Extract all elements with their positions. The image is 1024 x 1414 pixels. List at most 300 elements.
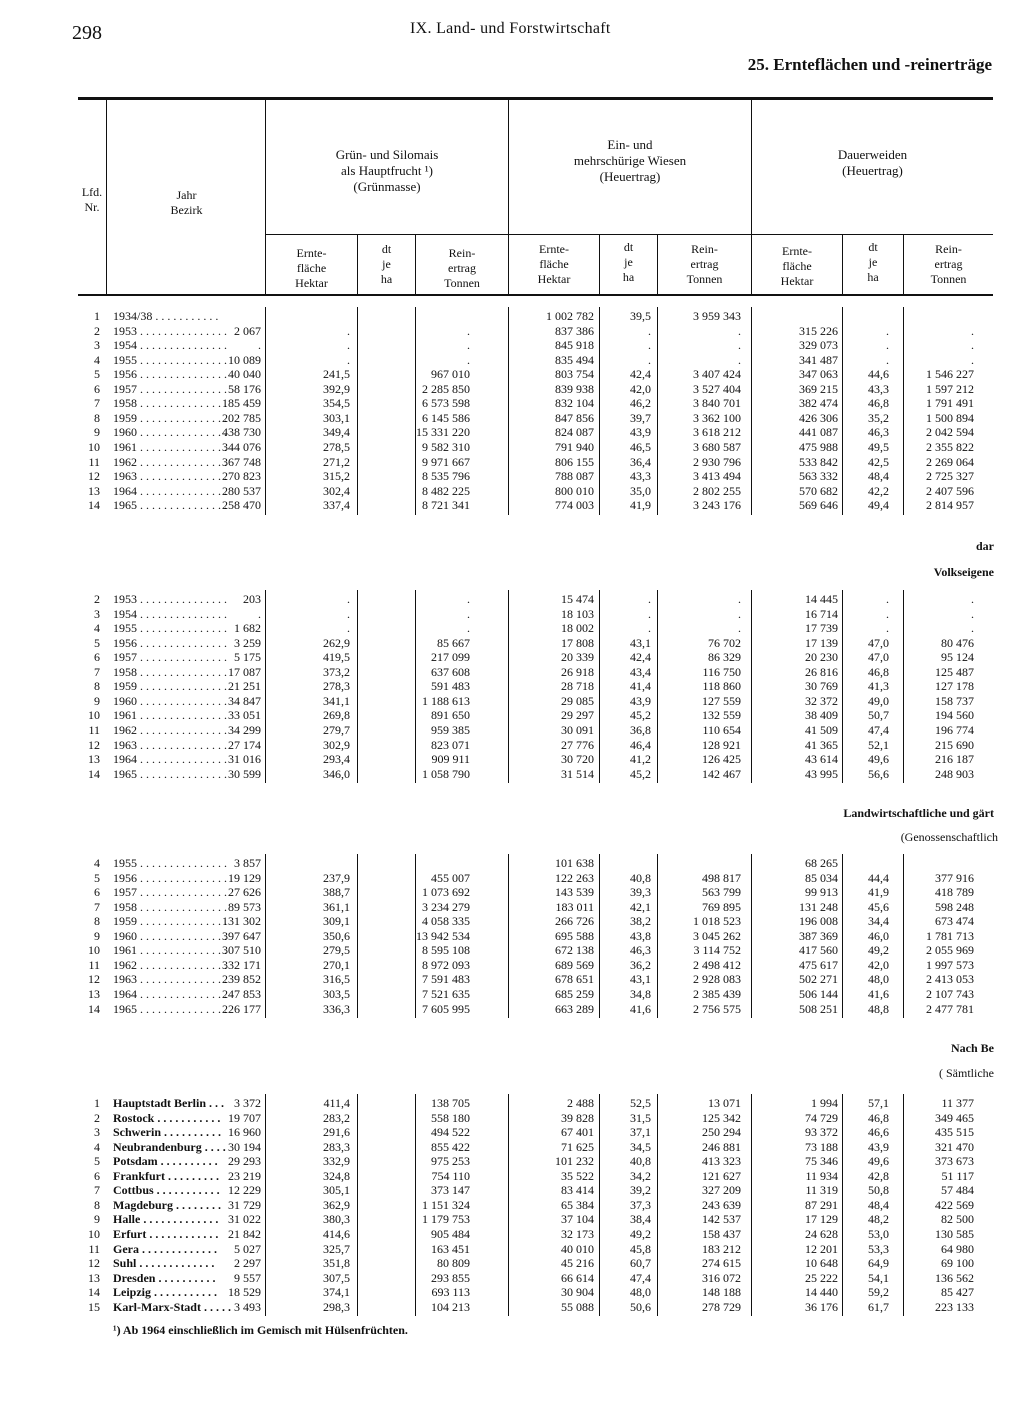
table-row [0,440,1024,454]
row-number: 4 [94,352,100,367]
cell-flaeche-weiden: 99 913 [805,885,838,900]
row-year: 1959 . . . . . . . . . . . . . . . [113,914,227,929]
row-number: 10 [88,708,100,723]
cell-ertrag-wiesen: 2 930 796 [693,454,741,469]
cell-ertrag-mais: 85 667 [437,635,470,650]
row-number: 14 [88,498,100,513]
cell-ertrag-wiesen: . [738,323,741,338]
row-number: 6 [94,1168,100,1183]
row-bezirk: Suhl . . . . . . . . . . . . . [113,1256,215,1271]
cell-flaeche-weiden: 569 646 [799,498,838,513]
cell-ertrag-wiesen: 3 959 343 [693,309,741,323]
cell-flaeche-wiesen: 29 085 [561,693,594,708]
cell-flaeche-wiesen: 695 588 [555,928,594,943]
chapter-title: IX. Land- und Forstwirtschaft [410,20,611,37]
cell-flaeche-mais: 203 [243,592,261,606]
cell-ertrag-weiden: . [971,352,974,367]
cell-ertrag-mais: 9 582 310 [422,439,470,454]
cell-ertrag-weiden: 136 562 [935,1270,974,1285]
cell-flaeche-wiesen: 832 104 [555,396,594,411]
cell-dtha-mais: 241,5 [323,367,350,382]
cell-dtha-weiden: 53,3 [868,1241,889,1256]
cell-dtha-wiesen: 41,9 [630,498,651,513]
cell-dtha-mais: 361,1 [323,899,350,914]
cell-flaeche-wiesen: 17 808 [561,635,594,650]
row-bezirk: Potsdam . . . . . . . . . . [113,1154,218,1169]
cell-flaeche-weiden: 10 648 [805,1256,838,1271]
cell-flaeche-weiden: 36 176 [805,1299,838,1314]
cell-flaeche-weiden: 387 369 [799,928,838,943]
table-row [0,382,1024,396]
cell-ertrag-wiesen: . [738,352,741,367]
cell-ertrag-mais: 373 147 [431,1183,470,1198]
cell-flaeche-weiden: 341 487 [799,352,838,367]
header-flaeche-3: Ernte- fläche Hektar [780,244,814,288]
cell-flaeche-mais: 2 297 [234,1256,261,1271]
cell-flaeche-wiesen: 1 002 782 [546,309,594,323]
cell-flaeche-weiden: 24 628 [805,1226,838,1241]
cell-ertrag-mais: . [467,338,470,353]
subheader-rule [265,234,993,235]
cell-dtha-wiesen: 43,3 [630,469,651,484]
cell-flaeche-weiden: 533 842 [799,454,838,469]
row-year: 1955 . . . . . . . . . . . . . . . [113,352,227,367]
cell-ertrag-wiesen: 246 881 [702,1139,741,1154]
cell-dtha-mais: 278,3 [323,679,350,694]
cell-ertrag-wiesen: 274 615 [702,1256,741,1271]
cell-flaeche-weiden: 570 682 [799,483,838,498]
cell-ertrag-wiesen: . [738,592,741,606]
cell-ertrag-mais: 13 942 534 [416,928,470,943]
row-number: 2 [94,592,100,606]
cell-dtha-mais: 262,9 [323,635,350,650]
cell-dtha-weiden: 50,7 [868,708,889,723]
cell-dtha-mais: 298,3 [323,1299,350,1314]
cell-dtha-mais: 325,7 [323,1241,350,1256]
cell-ertrag-mais: 7 521 635 [422,986,470,1001]
cell-ertrag-weiden: 418 789 [935,885,974,900]
cell-flaeche-wiesen: 45 216 [561,1256,594,1271]
table-row [0,1227,1024,1241]
cell-dtha-mais: . [347,606,350,621]
cell-ertrag-wiesen: 127 559 [702,693,741,708]
header-bottom-rule [78,294,993,296]
cell-flaeche-mais: 5 175 [234,650,261,665]
section-subheading-2: Volkseigene [933,565,994,579]
table-row [0,484,1024,498]
cell-ertrag-weiden: 82 500 [941,1212,974,1227]
cell-ertrag-wiesen: 2 928 083 [693,972,741,987]
cell-flaeche-mais: 307 510 [222,943,261,958]
cell-dtha-wiesen: 34,5 [630,1139,651,1154]
cell-dtha-mais: 332,9 [323,1154,350,1169]
table-row [0,1242,1024,1256]
cell-ertrag-mais: 455 007 [431,870,470,885]
row-year: 1964 . . . . . . . . . . . . . . . [113,986,227,1001]
cell-ertrag-mais: 8 721 341 [422,498,470,513]
cell-dtha-weiden: 54,1 [868,1270,889,1285]
row-number: 6 [94,381,100,396]
cell-dtha-weiden: 49,2 [868,943,889,958]
cell-dtha-mais: 419,5 [323,650,350,665]
cell-ertrag-weiden: 57 484 [941,1183,974,1198]
cell-ertrag-mais: 138 705 [431,1096,470,1110]
cell-ertrag-wiesen: 13 071 [708,1096,741,1110]
cell-dtha-wiesen: 46,3 [630,943,651,958]
cell-ertrag-weiden: 598 248 [935,899,974,914]
cell-dtha-wiesen: 45,2 [630,766,651,781]
cell-dtha-weiden: 48,4 [868,469,889,484]
row-number: 11 [88,957,100,972]
cell-flaeche-mais: 131 302 [222,914,261,929]
cell-dtha-mais: 315,2 [323,469,350,484]
row-number: 13 [88,752,100,767]
cell-ertrag-weiden: 349 465 [935,1110,974,1125]
cell-ertrag-mais: 9 971 667 [422,454,470,469]
cell-dtha-wiesen: . [648,338,651,353]
row-year: 1954 . . . . . . . . . . . . . . . [113,338,227,353]
footnote: ¹) Ab 1964 einschließlich im Gemisch mit Hülsenfrüchten. [113,1323,408,1337]
cell-ertrag-wiesen: . [738,606,741,621]
row-number: 11 [88,454,100,469]
cell-dtha-wiesen: 36,4 [630,454,651,469]
cell-flaeche-mais: 226 177 [222,1001,261,1016]
cell-flaeche-wiesen: 685 259 [555,986,594,1001]
header-lfd-nr: Lfd. Nr. [81,185,103,214]
cell-flaeche-weiden: 38 409 [805,708,838,723]
cell-ertrag-mais: 905 484 [431,1226,470,1241]
cell-dtha-wiesen: 31,5 [630,1110,651,1125]
cell-flaeche-mais: 17 087 [228,664,261,679]
cell-ertrag-mais: 6 145 586 [422,410,470,425]
cell-ertrag-wiesen: 3 413 494 [693,469,741,484]
cell-flaeche-wiesen: 39 828 [561,1110,594,1125]
row-number: 9 [94,928,100,943]
row-year: 1961 . . . . . . . . . . . . . . . [113,943,227,958]
table-row [0,621,1024,635]
cell-dtha-wiesen: 46,5 [630,439,651,454]
cell-dtha-wiesen: 46,2 [630,396,651,411]
cell-flaeche-mais: 247 853 [222,986,261,1001]
header-dtha-2: dt je ha [622,240,635,284]
row-year: 1957 . . . . . . . . . . . . . . . [113,650,227,665]
row-number: 8 [94,410,100,425]
cell-flaeche-weiden: 43 614 [805,752,838,767]
cell-flaeche-mais: 29 293 [228,1154,261,1169]
cell-dtha-wiesen: 36,8 [630,722,651,737]
cell-flaeche-mais: 33 051 [228,708,261,723]
table-row [0,665,1024,679]
cell-ertrag-mais: 909 911 [431,752,470,767]
cell-flaeche-mais: 185 459 [222,396,261,411]
cell-dtha-weiden: 53,0 [868,1226,889,1241]
cell-dtha-weiden: 46,3 [868,425,889,440]
cell-dtha-weiden: 49,4 [868,498,889,513]
cell-dtha-wiesen: 43,9 [630,693,651,708]
cell-ertrag-wiesen: 2 756 575 [693,1001,741,1016]
cell-flaeche-wiesen: 28 718 [561,679,594,694]
cell-flaeche-wiesen: 101 232 [555,1154,594,1169]
cell-dtha-weiden: 49,0 [868,693,889,708]
cell-flaeche-wiesen: 30 904 [561,1285,594,1300]
row-bezirk: Hauptstadt Berlin . . . [113,1096,225,1110]
cell-flaeche-mais: 438 730 [222,425,261,440]
cell-dtha-weiden: 56,6 [868,766,889,781]
row-year: 1958 . . . . . . . . . . . . . . . [113,899,227,914]
table-row [0,1212,1024,1226]
table-row [0,1002,1024,1016]
cell-flaeche-mais: 34 299 [228,722,261,737]
row-bezirk: Karl-Marx-Stadt . . . . . [113,1299,231,1314]
divider-nr [106,100,107,294]
cell-dtha-wiesen: 43,1 [630,972,651,987]
cell-flaeche-mais: 34 847 [228,693,261,708]
cell-flaeche-mais: 27 174 [228,737,261,752]
cell-dtha-mais: 373,2 [323,664,350,679]
cell-dtha-wiesen: 38,4 [630,1212,651,1227]
row-number: 9 [94,425,100,440]
cell-flaeche-weiden: 93 372 [805,1125,838,1140]
cell-dtha-mais: 302,9 [323,737,350,752]
row-number: 4 [94,856,100,870]
table-row [0,650,1024,664]
row-number: 9 [94,693,100,708]
cell-dtha-weiden: 35,2 [868,410,889,425]
row-year: 1954 . . . . . . . . . . . . . . . [113,606,227,621]
cell-ertrag-weiden: 95 124 [941,650,974,665]
cell-flaeche-wiesen: 839 938 [555,381,594,396]
cell-dtha-weiden: 42,5 [868,454,889,469]
cell-ertrag-wiesen: 3 114 752 [693,943,741,958]
cell-ertrag-weiden: 223 133 [935,1299,974,1314]
table-row [0,396,1024,410]
row-year: 1962 . . . . . . . . . . . . . . . [113,454,227,469]
row-year: 1960 . . . . . . . . . . . . . . . [113,693,227,708]
cell-ertrag-mais: 1 151 324 [422,1197,470,1212]
cell-flaeche-weiden: 17 739 [805,621,838,636]
row-year: 1963 . . . . . . . . . . . . . . . [113,972,227,987]
cell-flaeche-mais: 89 573 [228,899,261,914]
cell-flaeche-wiesen: 27 776 [561,737,594,752]
cell-ertrag-weiden: 2 042 594 [926,425,974,440]
cell-ertrag-mais: 2 285 850 [422,381,470,396]
cell-dtha-wiesen: 43,8 [630,928,651,943]
row-number: 1 [94,1096,100,1110]
cell-ertrag-mais: 591 483 [431,679,470,694]
cell-flaeche-mais: 1 682 [234,621,261,636]
table-row [0,738,1024,752]
row-year: 1959 . . . . . . . . . . . . . . . [113,410,227,425]
cell-ertrag-wiesen: . [738,621,741,636]
row-year: 1964 . . . . . . . . . . . . . . . [113,483,227,498]
cell-dtha-wiesen: 37,3 [630,1197,651,1212]
table-row [0,338,1024,352]
cell-ertrag-weiden: 1 597 212 [926,381,974,396]
cell-flaeche-wiesen: 26 918 [561,664,594,679]
cell-ertrag-mais: 4 058 335 [422,914,470,929]
row-number: 13 [88,986,100,1001]
cell-ertrag-wiesen: 316 072 [702,1270,741,1285]
cell-ertrag-wiesen: 563 799 [702,885,741,900]
cell-dtha-mais: 291,6 [323,1125,350,1140]
row-number: 12 [88,469,100,484]
cell-dtha-mais: 303,5 [323,986,350,1001]
cell-flaeche-weiden: 14 445 [805,592,838,606]
cell-flaeche-mais: 270 823 [222,469,261,484]
cell-flaeche-wiesen: 15 474 [561,592,594,606]
table-row [0,1271,1024,1285]
row-number: 11 [88,722,100,737]
cell-dtha-wiesen: 40,8 [630,1154,651,1169]
cell-dtha-weiden: 61,7 [868,1299,889,1314]
cell-flaeche-mais: 3 372 [234,1096,261,1110]
cell-flaeche-mais: 30 599 [228,766,261,781]
cell-ertrag-weiden: 51 117 [941,1168,974,1183]
row-year: 1963 . . . . . . . . . . . . . . . [113,737,227,752]
row-number: 7 [94,1183,100,1198]
cell-dtha-mais: 374,1 [323,1285,350,1300]
cell-dtha-weiden: 64,9 [868,1256,889,1271]
cell-ertrag-weiden: 215 690 [935,737,974,752]
row-number: 10 [88,943,100,958]
table-row [0,1285,1024,1299]
cell-dtha-mais: 303,1 [323,410,350,425]
cell-dtha-wiesen: 38,2 [630,914,651,929]
row-number: 12 [88,737,100,752]
row-number: 10 [88,439,100,454]
cell-ertrag-weiden: 2 814 957 [926,498,974,513]
table-row [0,636,1024,650]
row-number: 2 [94,323,100,338]
cell-ertrag-mais: . [467,606,470,621]
cell-dtha-wiesen: 46,4 [630,737,651,752]
cell-flaeche-wiesen: 35 522 [561,1168,594,1183]
row-year: 1958 . . . . . . . . . . . . . . . [113,396,227,411]
cell-dtha-mais: 271,2 [323,454,350,469]
cell-dtha-weiden: . [886,606,889,621]
cell-dtha-wiesen: 34,8 [630,986,651,1001]
cell-ertrag-mais: 8 595 108 [422,943,470,958]
cell-ertrag-wiesen: 250 294 [702,1125,741,1140]
cell-dtha-mais: 349,4 [323,425,350,440]
cell-ertrag-mais: . [467,323,470,338]
cell-ertrag-weiden: 85 427 [941,1285,974,1300]
cell-dtha-weiden: 49,6 [868,752,889,767]
cell-flaeche-mais: 27 626 [228,885,261,900]
cell-dtha-mais: 351,8 [323,1256,350,1271]
row-number: 3 [94,606,100,621]
cell-flaeche-wiesen: 20 339 [561,650,594,665]
header-dtha-1: dt je ha [380,242,393,286]
cell-flaeche-wiesen: 143 539 [555,885,594,900]
row-number: 2 [94,1110,100,1125]
cell-dtha-mais: 411,4 [323,1096,350,1110]
cell-ertrag-wiesen: 125 342 [702,1110,741,1125]
cell-ertrag-mais: 8 482 225 [422,483,470,498]
cell-ertrag-mais: . [467,592,470,606]
cell-flaeche-mais: 58 176 [228,381,261,396]
cell-dtha-mais: 350,6 [323,928,350,943]
cell-ertrag-mais: 891 650 [431,708,470,723]
cell-ertrag-wiesen: 128 921 [702,737,741,752]
cell-dtha-weiden: 42,2 [868,483,889,498]
cell-flaeche-mais: 3 493 [234,1299,261,1314]
cell-ertrag-wiesen: 142 467 [702,766,741,781]
cell-dtha-weiden: 44,6 [868,367,889,382]
cell-dtha-weiden: 43,3 [868,381,889,396]
cell-flaeche-weiden: 475 617 [799,957,838,972]
row-number: 6 [94,885,100,900]
cell-dtha-mais: 346,0 [323,766,350,781]
cell-dtha-weiden: 46,8 [868,396,889,411]
section-subheading-3: (Genossenschaftlich [900,830,998,844]
cell-flaeche-weiden: 17 129 [805,1212,838,1227]
cell-ertrag-weiden: 2 477 781 [926,1001,974,1016]
row-year: 1963 . . . . . . . . . . . . . . . [113,469,227,484]
row-year: 1956 . . . . . . . . . . . . . . . [113,367,227,382]
header-flaeche-2: Ernte- fläche Hektar [537,242,571,286]
cell-ertrag-wiesen: 1 018 523 [693,914,741,929]
cell-dtha-wiesen: 39,5 [630,309,651,323]
cell-ertrag-mais: 163 451 [431,1241,470,1256]
cell-flaeche-mais: 280 537 [222,483,261,498]
cell-flaeche-weiden: 11 319 [805,1183,838,1198]
page-number: 298 [72,22,102,44]
cell-ertrag-weiden: 2 407 596 [926,483,974,498]
cell-flaeche-weiden: 508 251 [799,1001,838,1016]
cell-dtha-weiden: . [886,323,889,338]
cell-ertrag-mais: . [467,621,470,636]
cell-flaeche-weiden: 315 226 [799,323,838,338]
cell-ertrag-wiesen: 118 860 [702,679,741,694]
cell-flaeche-weiden: 369 215 [799,381,838,396]
cell-flaeche-weiden: 441 087 [799,425,838,440]
cell-dtha-mais: 293,4 [323,752,350,767]
cell-dtha-mais: . [347,592,350,606]
cell-ertrag-weiden: 11 377 [941,1096,974,1110]
cell-dtha-wiesen: 42,4 [630,367,651,382]
cell-ertrag-weiden: 158 737 [935,693,974,708]
cell-flaeche-weiden: 16 714 [805,606,838,621]
cell-flaeche-weiden: 426 306 [799,410,838,425]
cell-ertrag-wiesen: 2 498 412 [693,957,741,972]
cell-dtha-weiden: 48,2 [868,1212,889,1227]
table-row [0,498,1024,512]
row-number: 8 [94,914,100,929]
cell-dtha-mais: 392,9 [323,381,350,396]
row-bezirk: Erfurt . . . . . . . . . . . . [113,1226,219,1241]
cell-dtha-weiden: 47,0 [868,650,889,665]
cell-flaeche-weiden: 41 365 [805,737,838,752]
header-jahr-bezirk: Jahr Bezirk [170,188,203,217]
cell-dtha-wiesen: 43,9 [630,425,651,440]
cell-ertrag-weiden: 194 560 [935,708,974,723]
cell-dtha-mais: 270,1 [323,957,350,972]
cell-dtha-mais: 354,5 [323,396,350,411]
cell-ertrag-weiden: . [971,606,974,621]
row-number: 1 [94,309,100,323]
cell-ertrag-weiden: . [971,323,974,338]
cell-ertrag-weiden: 69 100 [941,1256,974,1271]
cell-dtha-wiesen: 39,2 [630,1183,651,1198]
cell-dtha-mais: 279,5 [323,943,350,958]
cell-flaeche-mais: . [258,338,261,353]
cell-flaeche-mais: 239 852 [222,972,261,987]
cell-flaeche-mais: 258 470 [222,498,261,513]
cell-flaeche-mais: 202 785 [222,410,261,425]
cell-ertrag-weiden: . [971,592,974,606]
cell-dtha-mais: 309,1 [323,914,350,929]
